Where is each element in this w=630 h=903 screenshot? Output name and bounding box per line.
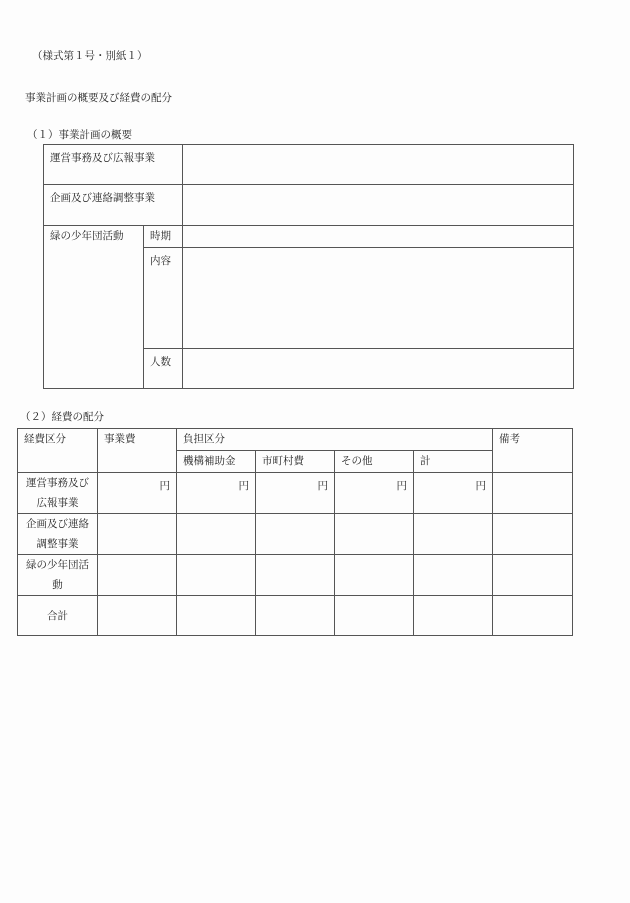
row-label-planning: 企画及び連絡調整事業	[44, 185, 183, 226]
cell-total[interactable]	[414, 514, 493, 555]
cell-subsidy[interactable]	[177, 596, 256, 636]
cell-project-cost[interactable]: 円	[98, 473, 177, 514]
table-row-total	[18, 596, 573, 636]
cell-project-cost[interactable]	[98, 596, 177, 636]
cell-subsidy[interactable]	[177, 555, 256, 596]
header-other: その他	[335, 451, 414, 473]
table-row	[18, 555, 573, 596]
cell-municipal[interactable]: 円	[256, 473, 335, 514]
header-total: 計	[414, 451, 493, 473]
row-label-admin-pr: 運営事務及び広報事業	[44, 145, 183, 185]
cell-other[interactable]: 円	[335, 473, 414, 514]
form-label: （様式第１号・別紙１）	[32, 50, 148, 62]
row-label-green-youth: 緑の少年団活動	[44, 226, 144, 389]
input-count[interactable]	[183, 349, 574, 389]
row-label: 緑の少年団活動	[18, 555, 98, 596]
table-row	[18, 514, 573, 555]
row-label: 運営事務及び広報事業	[18, 473, 98, 514]
row-label: 企画及び連絡調整事業	[18, 514, 98, 555]
document-title: 事業計画の概要及び経費の配分	[25, 92, 172, 104]
sub-label-period: 時期	[144, 226, 183, 248]
cell-remarks[interactable]	[493, 514, 573, 555]
input-planning[interactable]	[183, 185, 574, 226]
cell-remarks[interactable]	[493, 596, 573, 636]
cell-total[interactable]: 円	[414, 473, 493, 514]
cell-remarks[interactable]	[493, 555, 573, 596]
cell-other[interactable]	[335, 555, 414, 596]
row-label-total: 合計	[18, 596, 98, 636]
input-content[interactable]	[183, 248, 574, 349]
cell-municipal[interactable]	[256, 596, 335, 636]
cell-other[interactable]	[335, 514, 414, 555]
cell-project-cost[interactable]	[98, 514, 177, 555]
sub-label-count: 人数	[144, 349, 183, 389]
input-period[interactable]	[183, 226, 574, 248]
cell-municipal[interactable]	[256, 555, 335, 596]
section1-heading: （１）事業計画の概要	[27, 129, 132, 141]
header-project-cost: 事業費	[98, 429, 177, 473]
cell-remarks[interactable]	[493, 473, 573, 514]
header-municipal: 市町村費	[256, 451, 335, 473]
cell-total[interactable]	[414, 555, 493, 596]
cell-municipal[interactable]	[256, 514, 335, 555]
header-category: 経費区分	[18, 429, 98, 473]
cell-other[interactable]	[335, 596, 414, 636]
table-row	[18, 473, 573, 514]
section2-heading: （２）経費の配分	[20, 411, 104, 423]
input-admin-pr[interactable]	[183, 145, 574, 185]
header-subsidy: 機構補助金	[177, 451, 256, 473]
cell-subsidy[interactable]	[177, 514, 256, 555]
cost-allocation-table	[17, 428, 573, 636]
header-burden: 負担区分	[177, 429, 493, 451]
plan-overview-table	[43, 144, 574, 389]
cell-total[interactable]	[414, 596, 493, 636]
cell-subsidy[interactable]: 円	[177, 473, 256, 514]
sub-label-content: 内容	[144, 248, 183, 349]
header-remarks: 備考	[493, 429, 573, 473]
cell-project-cost[interactable]	[98, 555, 177, 596]
